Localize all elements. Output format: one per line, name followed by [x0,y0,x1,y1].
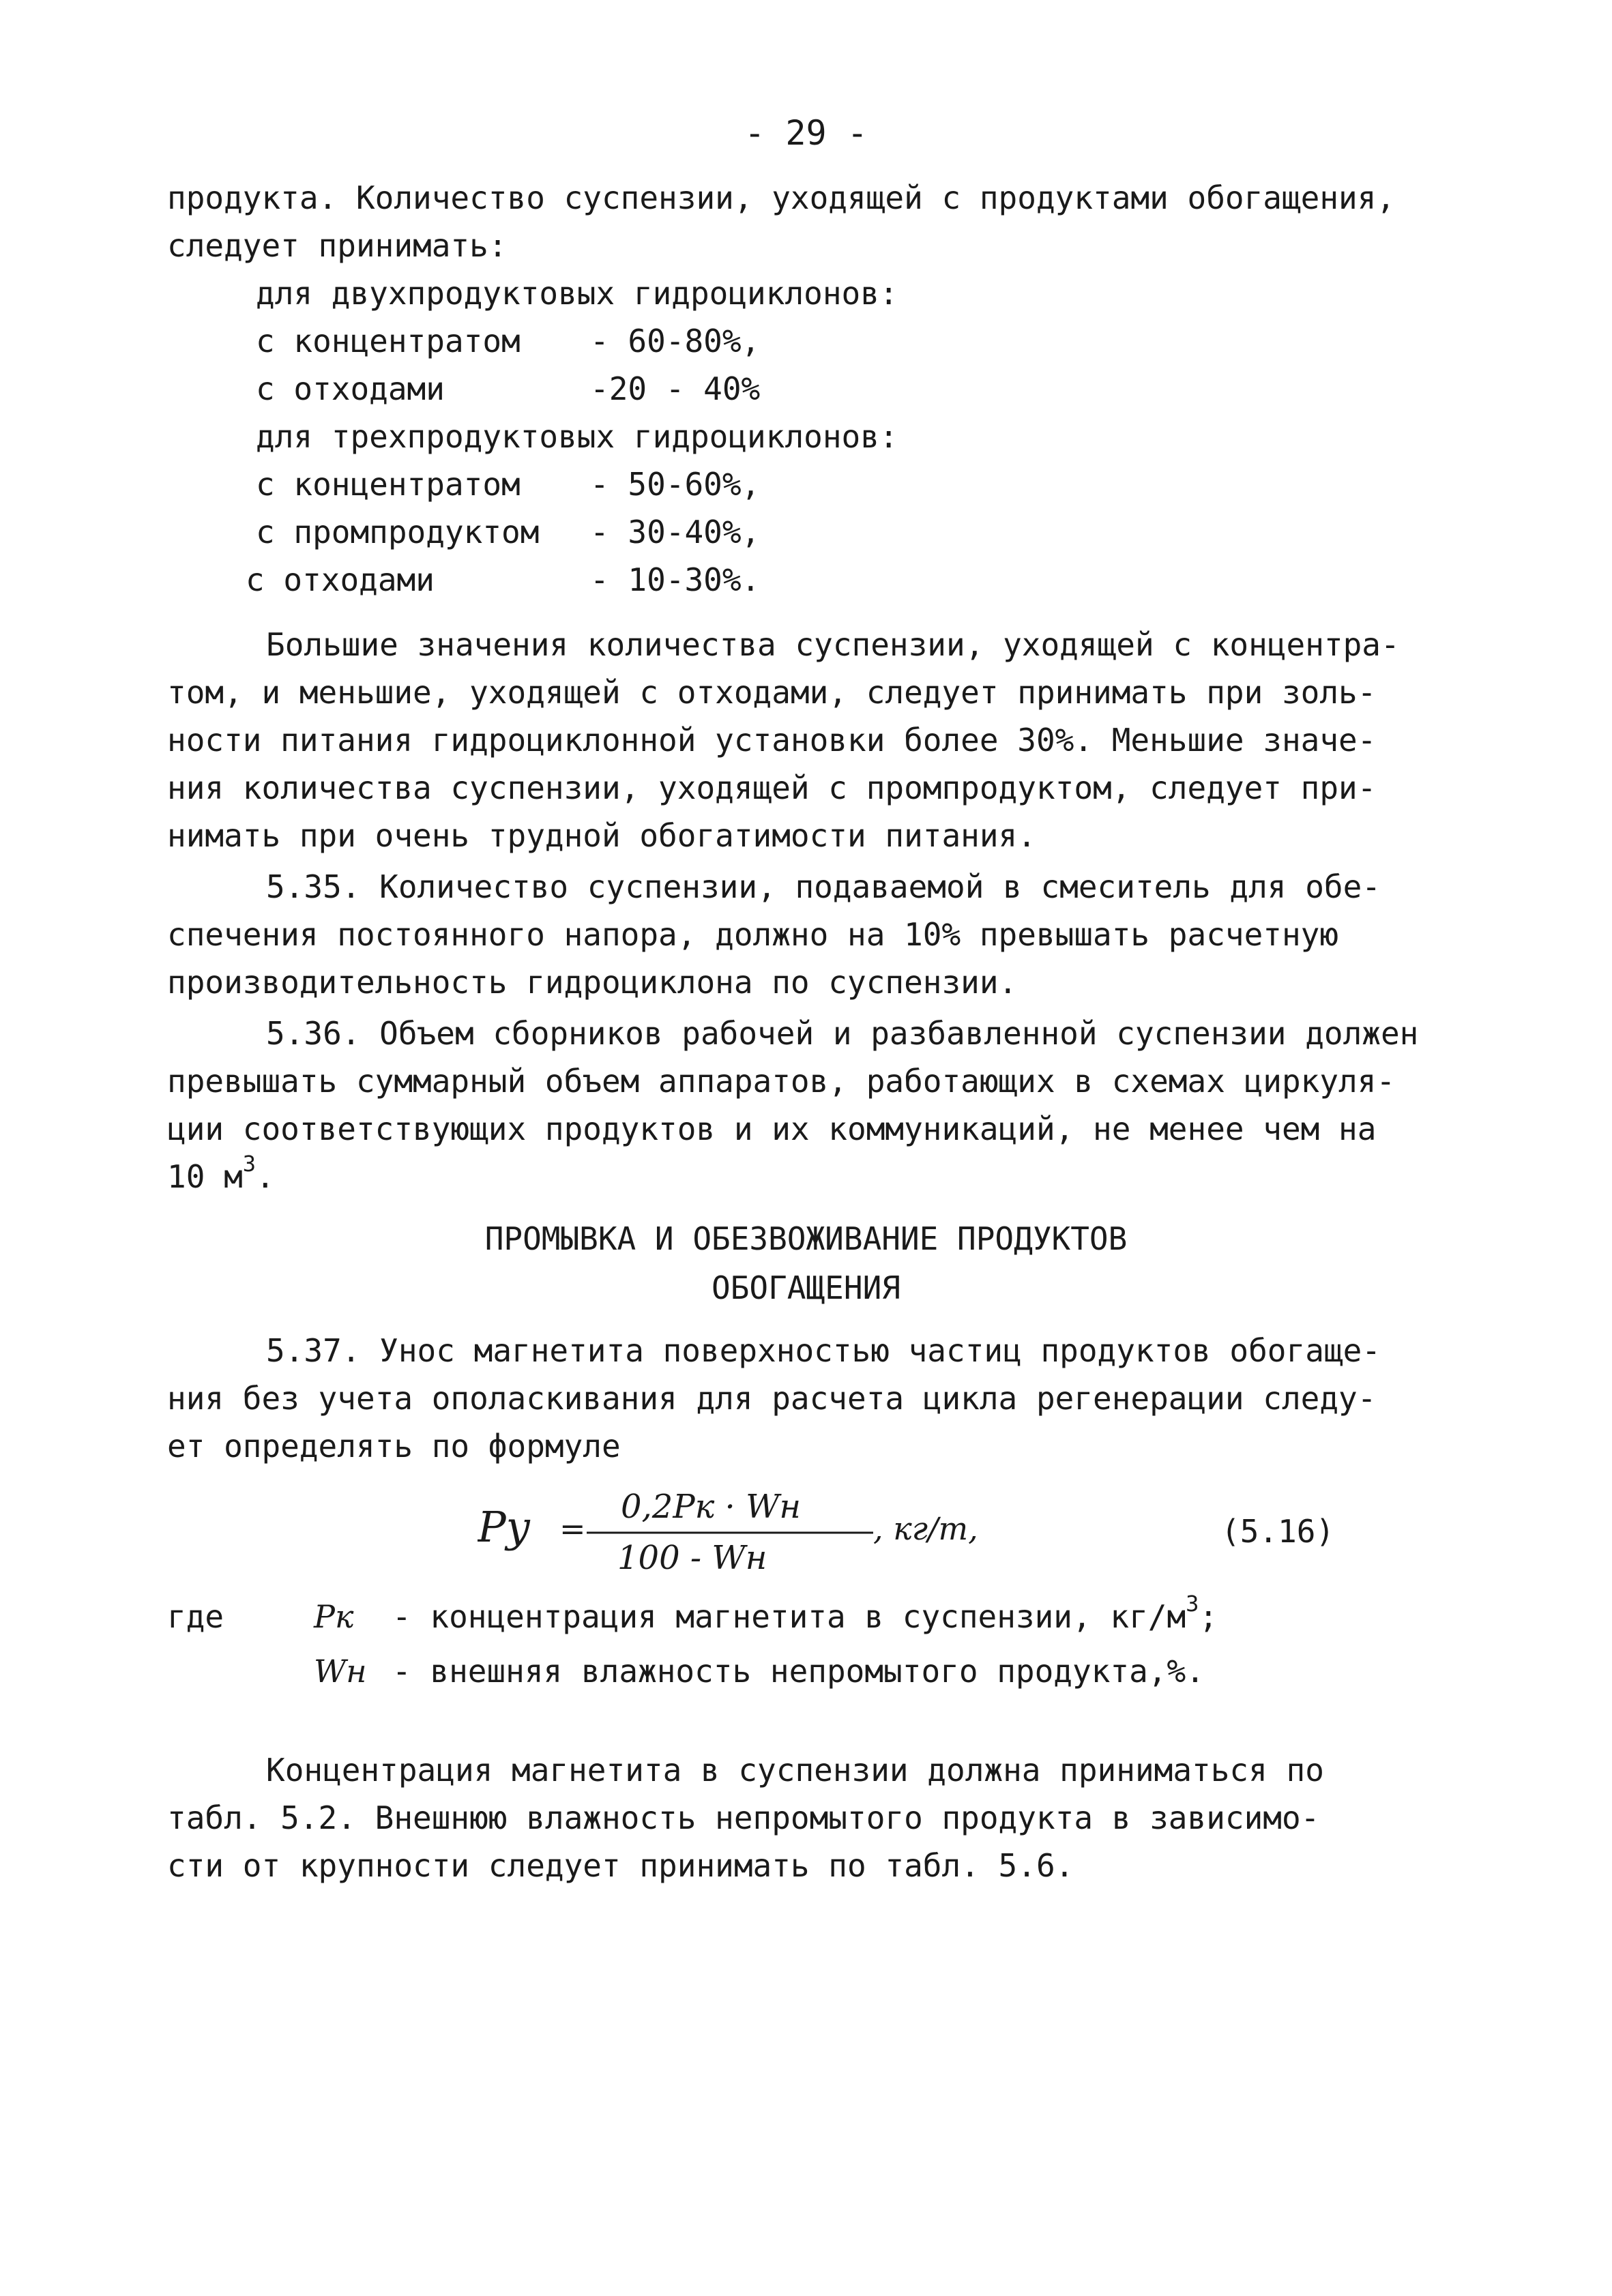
text-line: ет определять по формуле [167,1428,621,1465]
paragraph-conclusion [167,1746,1504,1889]
list-item-label: с концентратом [256,323,521,359]
formula-unit: , кг/т, [873,1510,978,1547]
list-item [256,365,1211,413]
list-item [256,317,1211,365]
text-line: том, и меньшие, уходящей с отходами, следует принимать при золь- [167,674,1377,711]
section-heading-line-1: ПРОМЫВКА И ОБЕЗВОЖИВАНИЕ ПРОДУКТОВ [484,1220,1128,1257]
definition-symbol: Wн [314,1653,367,1690]
text-line: Концентрация магнетита в суспензии должна приниматься по [266,1752,1324,1789]
list-item-value: - 10-30%. [590,561,761,598]
text-line [167,1153,1504,1201]
punctuation: . [256,1158,275,1195]
superscript: 3 [1186,1591,1199,1617]
text-line: 5.36. Объем сборников рабочей и разбавленной суспензии должен [266,1015,1419,1052]
intro-paragraph [167,174,1504,269]
text-line: спечения постоянного напора, должно на 10% превышать расчетную [167,916,1339,953]
paragraph-5-35 [167,863,1504,1006]
text-line: 5.37. Унос магнетита поверхностью частиц продуктов обогаще- [266,1332,1381,1369]
superscript: 3 [242,1151,257,1177]
definition-text [392,1644,1205,1698]
text-line: ния количества суспензии, уходящей с промпродуктом, следует при- [167,769,1377,806]
formula-graphic [478,1477,1160,1579]
list-item-label: с отходами [246,561,435,598]
list-item [256,508,1211,556]
text-line: табл. 5.2. Внешнюю влажность непромытого продукта в зависимо- [167,1799,1320,1836]
definition-text [392,1589,1218,1644]
intro-line-1: продукта. Количество суспензии, уходящей с продуктами обогащения, [167,179,1396,216]
text-line: нимать при очень трудной обогатимости питания. [167,817,1036,854]
definition-row [167,1644,1504,1698]
list-item-value: - 30-40%, [590,514,761,550]
formula-denominator: 100 - Wн [617,1539,767,1577]
section-heading-line-2: ОБОГАЩЕНИЯ [712,1269,900,1306]
text-line: сти от крупности следует принимать по табл. 5.6. [167,1847,1074,1884]
text-line: ности питания гидроциклонной установки более 30%. Меньшие значе- [167,722,1377,759]
formula-equals: = [559,1510,586,1547]
three-product-heading [256,413,1211,460]
text-line: ния без учета ополаскивания для расчета цикла регенерации следу- [167,1380,1377,1417]
definition-row [167,1589,1504,1644]
list-item-label: с концентратом [256,466,521,503]
list-item-label: с отходами [256,370,445,407]
text-line: превышать суммарный объем аппаратов, работающих в схемах циркуля- [167,1063,1396,1100]
punctuation: ; [1199,1598,1218,1635]
definition-description: - внешняя влажность непромытого продукта,%. [392,1653,1205,1690]
two-product-heading [256,269,1211,317]
paragraph-5-37 [167,1327,1504,1470]
three-product-list [246,413,1211,604]
list-item [246,556,1211,604]
paragraph-values [167,621,1504,859]
list-item-value: - 50-60%, [590,466,761,503]
formula-numerator: 0,2Pк · Wн [621,1488,802,1526]
definition-description: - концентрация магнетита в суспензии, кг/м [392,1598,1186,1635]
text-line: 5.35. Количество суспензии, подаваемой в смеситель для обе- [266,868,1381,905]
text-line: ции соответствующих продуктов и их коммуникаций, не менее чем на [167,1110,1377,1147]
two-product-list [256,269,1211,413]
page-number: - 29 - [744,113,868,153]
list-item-value: - 60-80%, [590,323,761,359]
list-item-value: -20 - 40% [590,370,761,407]
list-item [256,460,1211,508]
formula-definitions [167,1589,1504,1698]
paragraph-5-36 [167,1010,1504,1201]
formula-5-16 [478,1477,1160,1579]
where-label: где [167,1598,224,1635]
formula-lhs: Pу [478,1502,531,1552]
intro-line-2: следует принимать: [167,227,508,264]
list-heading: для двухпродуктовых гидроциклонов: [256,275,898,312]
text-line: Большие значения количества суспензии, уходящей с концентра- [266,626,1400,663]
list-heading: для трехпродуктовых гидроциклонов: [256,418,898,455]
formula-number: (5.16) [1221,1513,1335,1550]
text-line: производительность гидроциклона по суспензии. [167,964,1018,1001]
section-heading [0,1214,1612,1312]
definition-symbol: Pк [314,1598,354,1635]
list-item-label: с промпродуктом [256,514,540,550]
volume-value: 10 м [167,1158,243,1195]
